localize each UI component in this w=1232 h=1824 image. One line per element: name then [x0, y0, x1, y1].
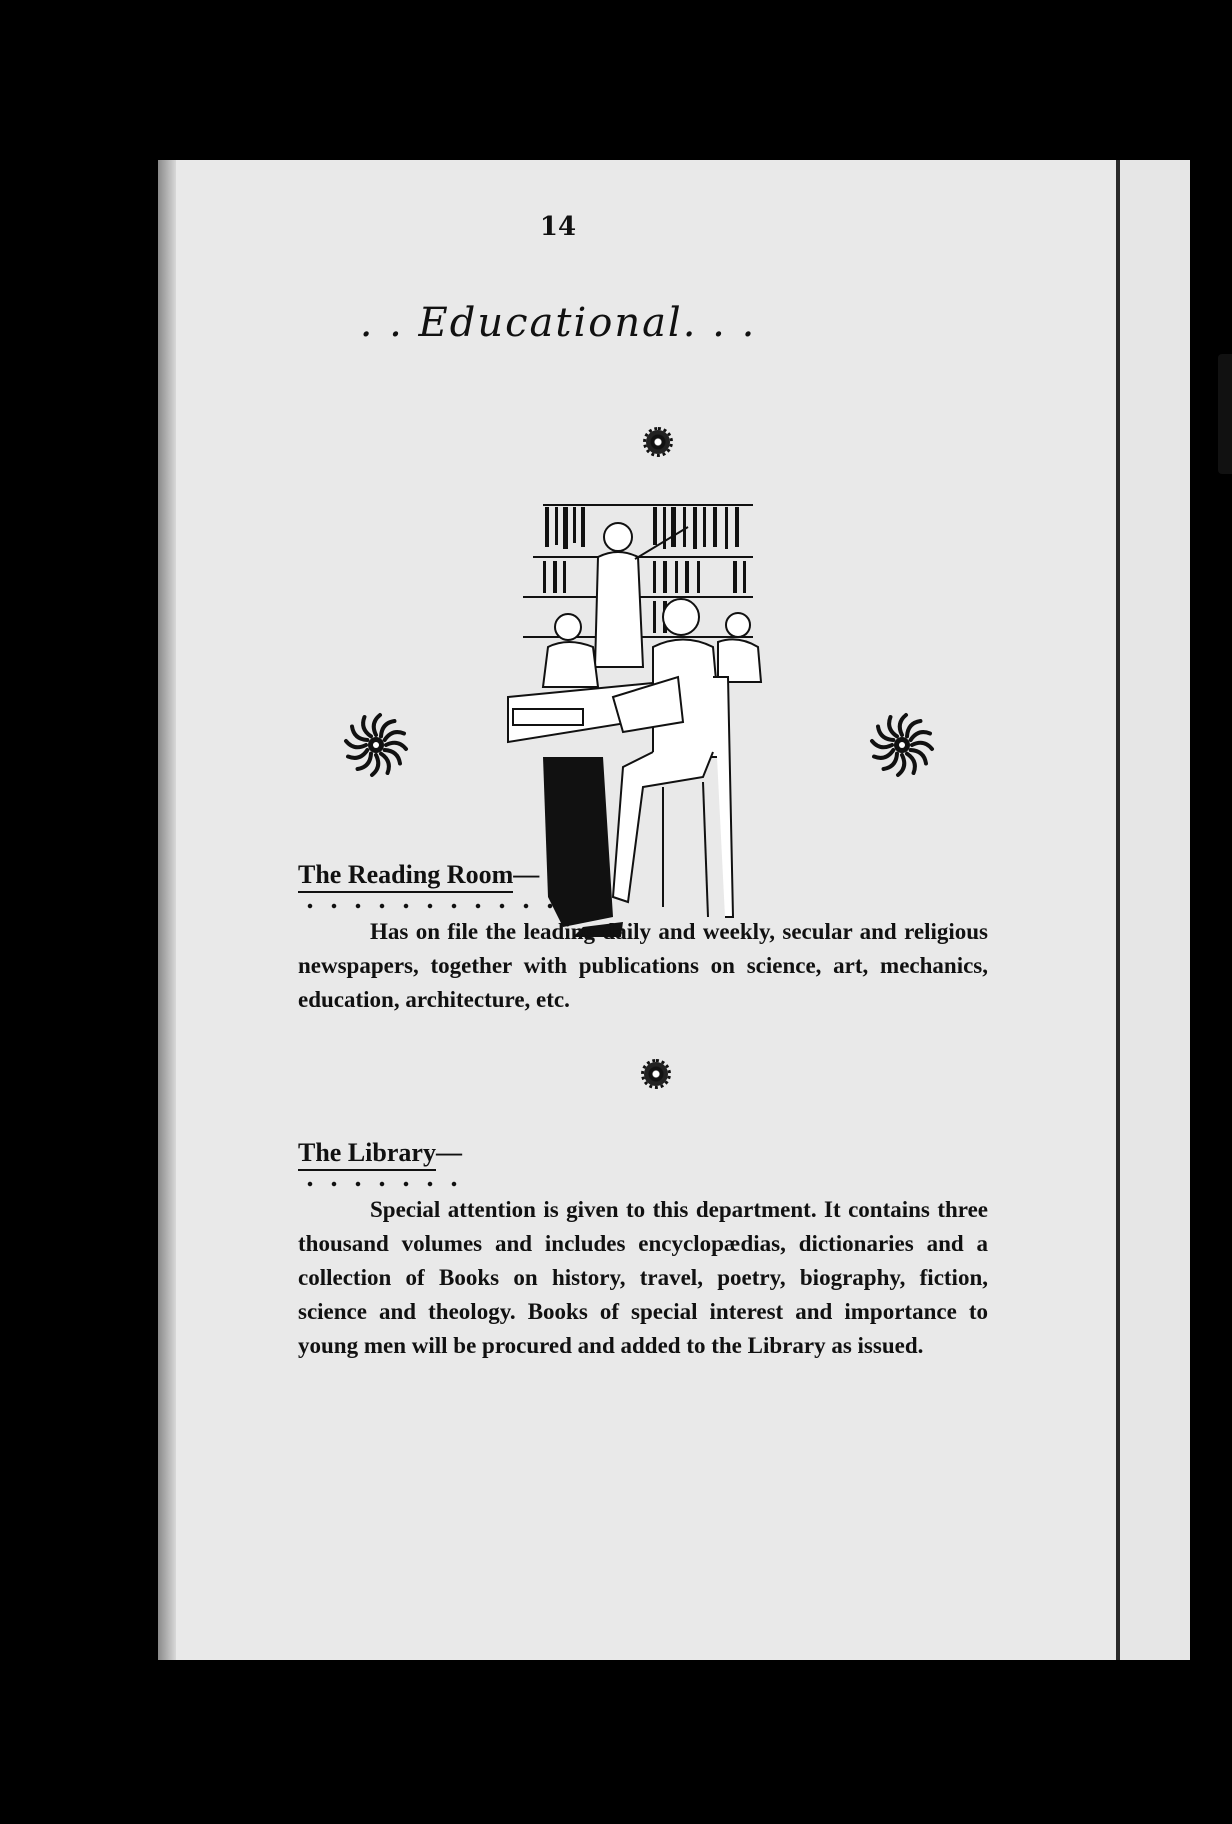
reading-room-illustration	[503, 497, 763, 937]
page-title: . . Educational. . .	[359, 300, 757, 346]
heading-text: The Reading Room	[298, 860, 513, 893]
rosette-icon	[644, 1062, 668, 1086]
document-page	[158, 160, 1118, 1660]
heading-dash: —	[513, 860, 540, 889]
page-tab-marker	[1218, 354, 1232, 474]
sun-ornament-icon	[862, 705, 942, 785]
page-number: 14	[539, 212, 577, 242]
heading-text: The Library	[298, 1138, 436, 1171]
section-heading-reading-room	[298, 860, 539, 890]
dotted-underline	[298, 1181, 466, 1187]
paragraph-text: Has on file the leading daily and weekly, secular and religious newspapers, together with publications on science, art, mechanics, education, architecture, etc.	[298, 919, 988, 1012]
sun-ornament-icon	[336, 705, 416, 785]
reading-room-paragraph	[298, 915, 988, 1017]
section-heading-library	[298, 1138, 462, 1168]
adjacent-page	[1120, 160, 1190, 1660]
library-paragraph	[298, 1193, 988, 1363]
heading-dash: —	[435, 1138, 462, 1167]
rosette-icon	[646, 430, 670, 454]
dotted-underline	[298, 903, 558, 909]
paragraph-text: Special attention is given to this department. It contains three thousand volumes and includes encyclopædias, dictionaries and a collection of Books on history, travel, poetry, biography, fiction, science and theology. Books of special interest and importance to young men will be procured and added to the Library as issued.	[298, 1197, 988, 1358]
